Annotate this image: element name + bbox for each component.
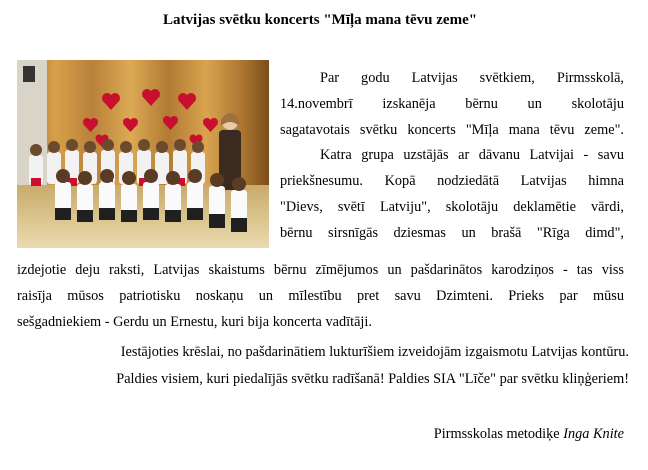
- concert-photo: [17, 60, 269, 248]
- p1-line: priekšnesumu. Kopā nodziedātā Latvijas himna: [280, 173, 624, 190]
- article-title: Latvijas svētku koncerts "Mīļa mana tēvu zeme": [162, 12, 478, 28]
- p2-line: izdejotie deju raksti, Latvijas skaistums bērnu zīmējumos un pašdarinātos karodziņos - tas viss: [17, 262, 624, 278]
- body-paragraph: [17, 257, 624, 335]
- thanks-paragraph: Paldies visiem, kuri piedalījās svētku radīšanā! Paldies SIA "Līče" par svētku kliņģeriem!: [116, 371, 629, 387]
- p1-line: sagatavotais svētku koncerts "Mīļa mana tēvu zeme".: [280, 121, 624, 138]
- intro-paragraph: [280, 66, 624, 247]
- signature-role: Pirmsskolas metodiķe: [433, 426, 560, 442]
- p1-line: "Dievs, svētī Latviju", skolotāju deklamētie vārdi,: [280, 198, 624, 215]
- p1-line: 14.novembrī izskanēja bērnu un skolotāju: [280, 95, 624, 112]
- p1-line: Katra grupa uzstājās ar dāvanu Latvijai - savu: [320, 147, 624, 164]
- lantern-paragraph: Iestājoties krēslai, no pašdarinātiem lukturīšiem izveidojām izgaismotu Latvijas kontūru.: [120, 344, 629, 360]
- signature: [434, 426, 624, 443]
- p1-line: Par godu Latvijas svētkiem, Pirmsskolā,: [320, 70, 624, 86]
- p2-line: sešgadniekiem - Gerdu un Ernestu, kuri bija koncerta vadītāji.: [17, 314, 372, 330]
- signature-name: Inga Knite: [563, 426, 624, 442]
- p1-line: bērnu sirsnīgās dziesmas un brašā "Rīga dimd",: [280, 224, 624, 241]
- p2-line: raisīja mūsos patriotisku noskaņu un mīlestību pret savu Dzimteni. Prieks par mūsu: [17, 288, 624, 304]
